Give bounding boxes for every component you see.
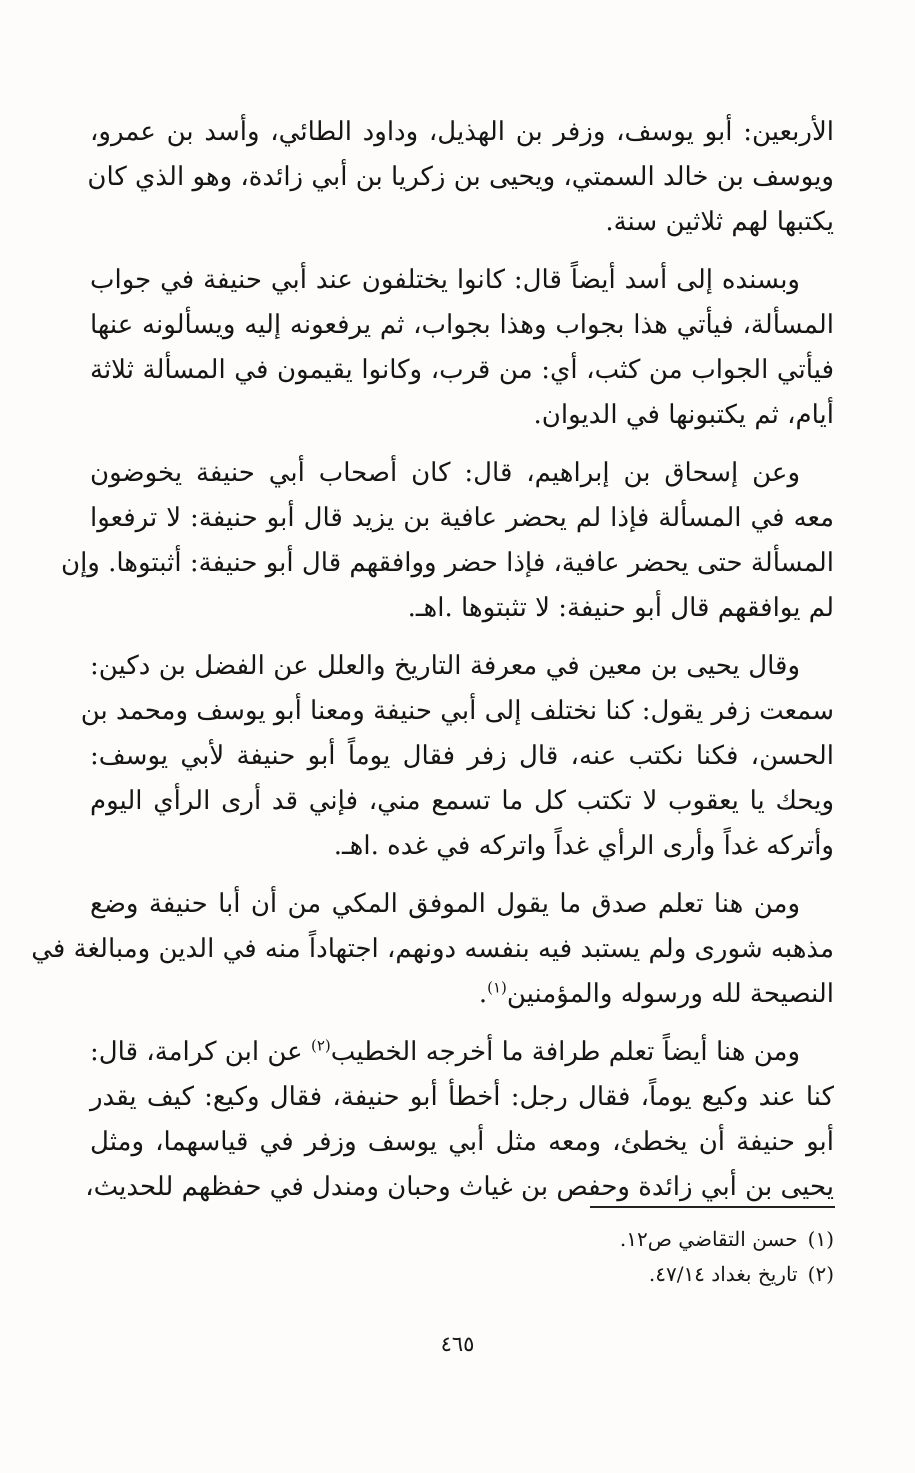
text-line: أيام، ثم يكتبونها في الديوان. [533,400,834,430]
text-line: فيأتي الجواب من كثب، أي: من قرب، وكانوا يقيمون في المسألة ثلاثة [90,355,834,385]
text-segment: عن ابن كرامة، قال: [90,1037,303,1067]
footnote-number: (٢) [807,1262,834,1286]
text-line [90,1030,834,1075]
paragraph-5 [31,882,834,1017]
text-line: الأربعين: أبو يوسف، وزفر بن الهذيل، وداود الطائي، وأسد بن عمرو، [90,117,834,147]
text-line: يكتبها لهم ثلاثين سنة. [605,207,834,237]
footnote-divider [590,1206,835,1208]
text-line: وبسنده إلى أسد أيضاً قال: كانوا يختلفون عند أبي حنيفة في جواب [90,265,800,295]
text-segment: النصيحة لله ورسوله والمؤمنين [506,979,834,1009]
text-line: أبو حنيفة أن يخطئ، ومعه مثل أبي يوسف وزفر في قياسهما، ومثل [90,1127,834,1157]
paragraph-6 [85,1030,834,1210]
text-line: وعن إسحاق بن إبراهيم، قال: كان أصحاب أبي حنيفة يخوضون [90,458,800,488]
paragraph-3 [60,451,834,631]
page-body [31,110,834,1223]
page-number: ٤٦٥ [440,1332,475,1356]
text-line: وأتركه غداً وأرى الرأي غداً واتركه في غده .اهـ. [333,831,834,861]
footnote-ref-2: (٢) [310,1036,331,1055]
text-line: معه في المسألة فإذا لم يحضر عافية بن يزيد قال أبو حنيفة: لا ترفعوا [90,503,834,533]
text-line: ومن هنا تعلم صدق ما يقول الموفق المكي من أن أبا حنيفة وضع [90,889,800,919]
text-line: يحيى بن أبي زائدة وحفص بن غياث وحبان ومندل في حفظهم للحديث، [85,1172,834,1202]
footnote-2 [90,1257,834,1292]
paragraph-1 [87,110,834,245]
footnote-text: حسن التقاضي ص١٢. [619,1227,798,1251]
text-line: سمعت زفر يقول: كنا نختلف إلى أبي حنيفة ومعنا أبو يوسف ومحمد بن [80,696,834,726]
paragraph-4 [80,644,834,869]
text-line [90,972,834,1017]
text-line: الحسن، فكنا نكتب عنه، قال زفر فقال يوماً أبو حنيفة لأبي يوسف: [90,741,834,771]
text-line: مذهبه شورى ولم يستبد فيه بنفسه دونهم، اجتهاداً منه في الدين ومبالغة في [31,934,834,964]
text-line: المسألة حتى يحضر عافية، فإذا حضر ووافقهم قال أبو حنيفة: أثبتوها. وإن [60,548,834,578]
footnote-ref-1: (١) [487,978,507,997]
text-segment: . [478,979,488,1009]
text-line: ويوسف بن خالد السمتي، ويحيى بن زكريا بن أبي زائدة، وهو الذي كان [87,162,834,192]
text-line: لم يوافقهم قال أبو حنيفة: لا تثبتوها .اهـ. [407,593,834,623]
paragraph-2 [90,258,834,438]
text-line: كنا عند وكيع يوماً، فقال رجل: أخطأ أبو حنيفة، فقال وكيع: كيف يقدر [90,1082,834,1112]
footnote-1 [90,1222,834,1257]
footnote-number: (١) [807,1227,834,1251]
text-segment: ومن هنا أيضاً تعلم طرافة ما أخرجه الخطيب [330,1037,801,1067]
footnotes [90,1222,834,1292]
text-line: وقال يحيى بن معين في معرفة التاريخ والعلل عن الفضل بن دكين: [90,651,800,681]
text-line: المسألة، فيأتي هذا بجواب وهذا بجواب، ثم يرفعونه إليه ويسألونه عنها [90,310,834,340]
text-line: ويحك يا يعقوب لا تكتب كل ما تسمع مني، فإني قد أرى الرأي اليوم [90,786,834,816]
footnote-text: تاريخ بغداد ٤٧/١٤. [648,1262,798,1286]
